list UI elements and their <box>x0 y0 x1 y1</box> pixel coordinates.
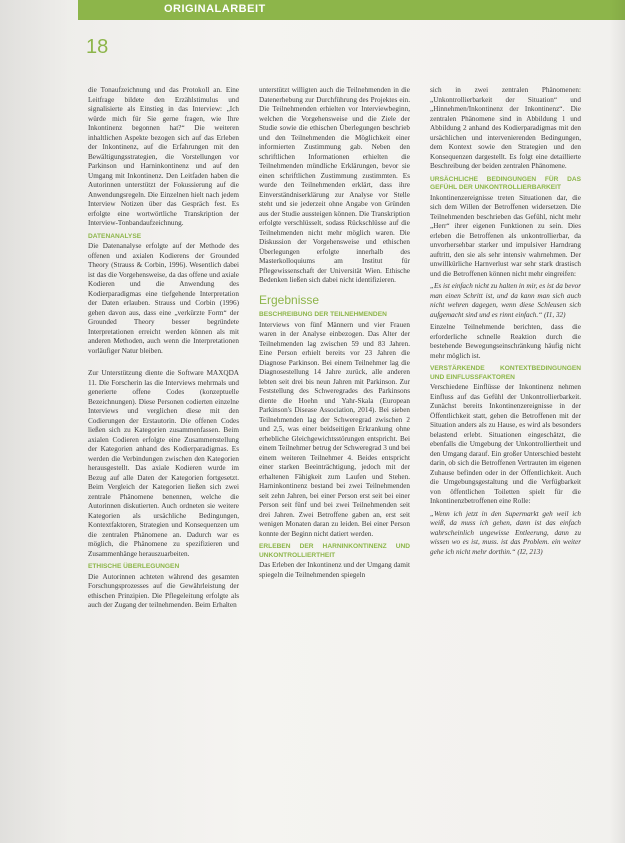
page-number: 18 <box>86 36 109 58</box>
subheading-context: VERSTÄRKENDE KONTEXTBEDINGUNGEN UND EINFLUSSFAKTOREN <box>430 365 581 381</box>
subheading-causes: URSÄCHLICHE BEDINGUNGEN FÜR DAS GEFÜHL DER UNKONTROLLIERBARKEIT <box>430 175 581 191</box>
paragraph: Die Datenanalyse erfolgte auf der Methode des offenen und axialen Kodierens der Grounded Theory (Strauss & Corbin, 1996). Wesentlich dabei ist das die Vorgehensweise, da das offene und axiale Kodieren und die Anwendung des Kodierparadigmas eine tiefgehende Interpretation der Daten erlauben. Strauss und Corbin (1996) gehen davon aus, dass eine „verkürzte Form“ der Grounded Theory besser begründete Interpretationen erreicht werden können als mit anderen Methoden, auch wenn die Interpretationen vorläufiger Natur bleiben. <box>88 242 239 355</box>
paragraph: Inkontinenzereignisse treten Situationen dar, die sich dem Willen der Betroffenen widersetzen. Die Teilnehmenden beschrieben das Gefühl, nicht mehr „Herr“ ihrer eigenen Funktionen zu sein. Dies erleben die Betroffenen als unkontrollierbar, da unvorhersehbar starker und impulsiver Harndrang auftritt, den sie als sehr intensiv wahrnehmen. Der unwillkürliche Harnverlust war sehr stark drastisch und die Betroffenen können nicht mehr eingreifen: <box>430 193 581 278</box>
subheading-ethics: ETHISCHE ÜBERLEGUNGEN <box>88 563 180 570</box>
paragraph: Die Autorinnen achteten während des gesamten Forschungsprozesses auf die Gewährleistung der ethischen Prinzipien. Die Pflegeleitung erfolgte als auch der Zugang der teilnehmenden. Beim Erhalten <box>88 572 239 609</box>
paragraph: die Tonaufzeichnung und das Protokoll an. Eine Leitfrage bildete den Erzählstimulus und signalisierte als Einstieg in das Interview: „Ich würde mich für Sie gerne fragen, wie Ihre Inkontinenz begonnen hat?“ Die weiteren inhaltlichen Aspekte bezogen sich auf das Erleben der Inkontinenz, auf die Erfahrungen mit den Bewältigungsstrategien, die Vorstellungen vor Parkinson und Harninkontinenz und auf den Umgang mit Inkontinenz. Den Leitfaden haben die Autorinnen unterstützt der Fokussierung auf die Anwendungsregeln. Die Einzelnen hielt nach jedem Interview Notizen über das Gespräch fest. Es erfolgte eine wortwörtliche Transkription der Interview-Tonbandaufzeichnung. <box>88 86 239 227</box>
paragraph: Interviews von fünf Männern und vier Frauen waren in der Analyse einbezogen. Das Alter der Teilnehmenden lag zwischen 59 und 83 Jahren. Eine Person erhielt bereits vor 23 Jahren die Diagnose Parkinson. Bei einem Teilnehmer lag die Diagnosestellung 14 Jahre zurück, alle anderen lebten seit drei bis neun Jahren mit Parkinson. Zur Feststellung des Schweregrades des Parkinsons diente die Hoehn und Yahr-Skala (European Parkinson's Disease Association, 2014). Bei sieben Teilnehmenden lag der Schweregrad zwischen 2 und 2,5, was einer beidseitigen Erkrankung ohne erhebliche Gleichgewichtsstörungen entspricht. Bei einem Teilnehmer betrug der Schweregrad 3 und bei einem weiteren Teilnehmer 4. Beides entspricht einer starken Beeinträchtigung, jedoch mit der erhaltenen Fähigkeit zum Laufen und Stehen. Harninkontinenz bestand bei zwei Teilnehmenden seit zehn Jahren, bei einer Person erst seit bei einer Person seit fünf und bei zwei Teilnehmenden seit drei Jahren. Zwei Betroffene gaben an, erst seit wenigen Monaten daran zu leiden. Bei einer Person konnte der Beginn nicht datiert werden. <box>259 320 410 538</box>
text-column-3 <box>430 86 581 560</box>
subheading-participants: BESCHREIBUNG DER TEILNEHMENDEN <box>259 311 387 318</box>
paragraph: Verschiedene Einflüsse der Inkontinenz nehmen Einfluss auf das Gefühl der Unkontrollierbarkeit. Zunächst bereits Inkontinenzereignisse in der Öffentlichkeit statt, gehen die Betroffenen mit der Situation anders als zu Hause, es wird als besonders belastend erlebt. Situationen eingeschätzt, die ebenfalls die Umgebung der Unkontrolliertheit und den Umgang darauf. Ein großer Unterschied besteht darin, ob sich die Betroffenen Vertrauten im eigenen Zuhause befinden oder in der Öffentlichkeit. Auch die Umgebungsgestaltung und die Verfügbarkeit von öffentlichen Toiletten spielt für die Inkontinenzbetroffenen eine Rolle: <box>430 383 581 505</box>
subheading-experience: ERLEBEN DER HARNINKONTINENZ UND UNKONTROLLIERTHEIT <box>259 543 410 559</box>
text-column-2 <box>259 86 410 583</box>
page-gutter-shadow <box>0 0 70 843</box>
interview-quote: „Wenn ich jetzt in den Supermarkt geh weil ich weiß, da muss ich gehen, dann ist das einfach wahrscheinlich ungewisse Entleerung, dann zu wissen wo es ist, muss. ist das Problem. ein weiter gehe ich nicht mehr dorthin.“ (I2, 213) <box>430 509 581 556</box>
paragraph: Zur Unterstützung diente die Software MAXQDA 11. Die Forscherin las die Interviews mehrmals und generierte offene Codes (konzeptuelle Bezeichnungen). Diese Personen codierten einzelne Interviews und verglichen diese mit den Codierungen der Erstautorin. Die offenen Codes ließen sich zu Kategorien zusammenfassen. Beim axialen Codieren erfolgte eine Zusammenstellung der Kategorien anhand des Kodierparadigmas. Es werden die Verbindungen zwischen den Kategorien herausgestellt. Das axiale Kodieren wurde im Bezug auf alle Daten der Kategorien fortgesetzt. Beim Vergleich der Kategorien ließen sich zwei zentrale Phänomene benennen, welche die Autorinnen diskutierten. Auch ordneten sie weitere Kategorien als ursächliche Bedingungen, Kontextfaktoren, Strategien und Konsequenzen um die zentralen Phänomene an. Dadurch war es möglich, die Phänomene zu spezifizieren und Zusammenhänge herauszuarbeiten. <box>88 369 239 558</box>
paragraph: Einzelne Teilnehmende berichten, dass die erforderliche schnelle Reaktion durch die bestehende Bewegungseinschränkung häufig nicht mehr möglich ist. <box>430 323 581 360</box>
section-label: ORIGINALARBEIT <box>164 3 266 15</box>
paragraph: sich in zwei zentralen Phänomenen: „Unkontrollierbarkeit der Situation“ und „Hinnehmen/Inkontinenz der Inkontinenz“. Die zentralen Phänomene sind in Abbildung 1 und Abbildung 2 anhand des Kodierparadigmas mit den ursächlichen und intervenierenden Bedingungen, dem Kontext sowie den Strategien und den Konsequenzen dargestellt. Es folgt eine detaillierte Beschreibung der beiden zentralen Phänomene. <box>430 86 581 170</box>
text-column-1 <box>88 86 239 614</box>
heading-results: Ergebnisse <box>259 292 320 307</box>
paragraph: unterstützt willigten auch die Teilnehmenden in die Datenerhebung zur Durchführung des Projektes ein. Die Teilnehmenden erhielten vor Interviewbeginn, welchen die Vorgehensweise und die Ziele der Studie sowie die ethischen Überlegungen beschrieb und den Teilnehmenden die Möglichkeit einer informierten Zustimmung gab. Neben den schriftlichen Informationen erhielten die Teilnehmenden mündliche Erklärungen, bevor sie einen schriftlichen Zustimmung zustimmten. Es wurde den Teilnehmenden erklärt, dass ihre Einverständniserklärung zur Analyse vor Stelle steht und sie jederzeit ohne Angabe von Gründen aus der Studie aussteigen können. Die Transkription erfolgte verschlüsselt, sodass Rückschlüsse auf die Teilnehmenden nicht mehr möglich waren. Die Diskussion der Vorgehensweise und ethischen Überlegungen erfolgte innerhalb des Masterkolloquiums am Institut für Pflegewissenschaft der Universität Wien. Ethische Bedenken ließen sich dabei nicht identifizieren. <box>259 86 410 284</box>
paragraph: Das Erleben der Inkontinenz und der Umgang damit spiegeln die Teilnehmenden spiegeln <box>259 561 410 579</box>
section-header-band <box>78 0 625 20</box>
interview-quote: „Es ist einfach nicht zu halten in mir, es ist da bevor man einen Schritt ist, und da kann man sich auch nicht wehren dagegen, wenn diese Schleusen sich aufgemacht sind und es rinnt einfach.“ (I1, 32) <box>430 282 581 319</box>
subheading-data-analysis: DATENANALYSE <box>88 232 142 240</box>
page-edge-shadow <box>609 0 625 843</box>
